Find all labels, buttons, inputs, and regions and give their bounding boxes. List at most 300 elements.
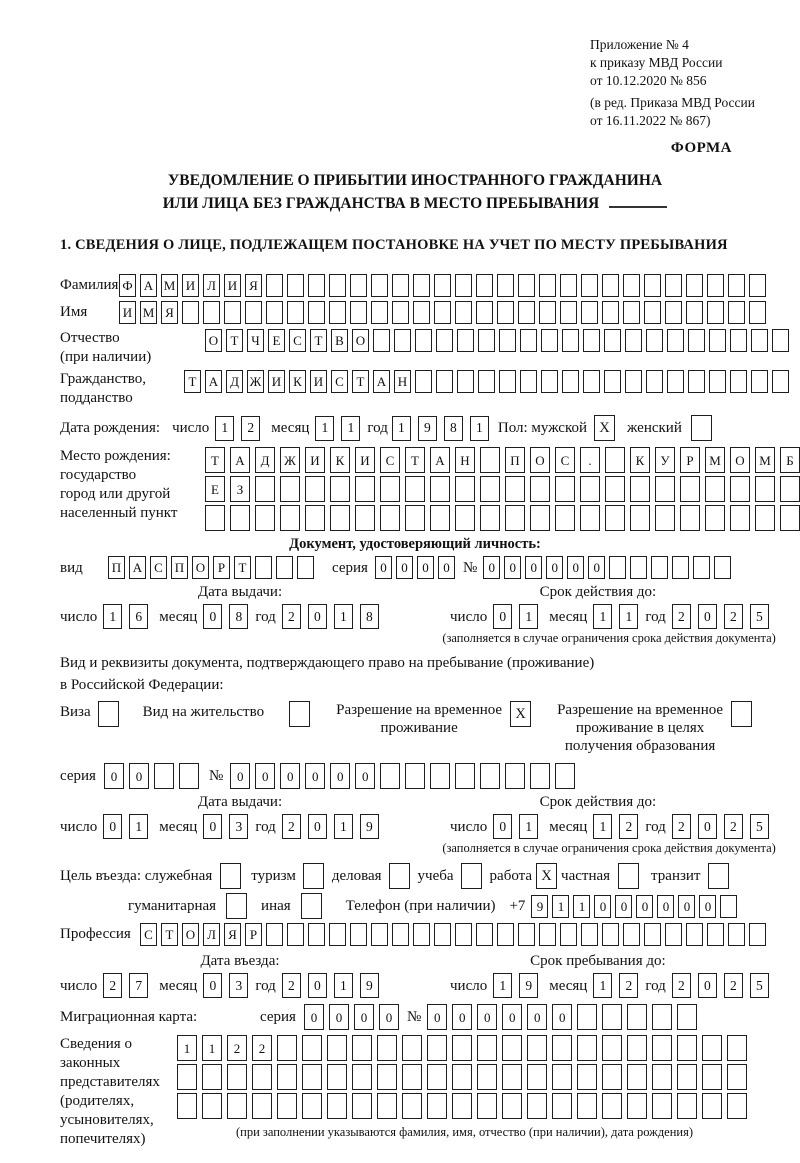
char-cell[interactable]	[277, 1064, 297, 1090]
char-cell[interactable]	[702, 1093, 722, 1119]
stay-month-field[interactable]	[593, 973, 645, 998]
char-cell[interactable]	[392, 301, 409, 324]
char-cell[interactable]	[330, 476, 350, 502]
char-cell[interactable]: 5	[750, 973, 769, 998]
char-cell[interactable]	[581, 274, 598, 297]
char-cell[interactable]	[644, 274, 661, 297]
char-cell[interactable]: 0	[699, 895, 716, 918]
char-cell[interactable]: 0	[493, 604, 512, 629]
birth-day-field[interactable]	[215, 416, 267, 441]
char-cell[interactable]	[377, 1035, 397, 1061]
char-cell[interactable]	[352, 1064, 372, 1090]
char-cell[interactable]	[394, 329, 411, 352]
char-cell[interactable]: 0	[354, 1004, 374, 1030]
char-cell[interactable]	[480, 476, 500, 502]
char-cell[interactable]	[708, 863, 729, 889]
char-cell[interactable]	[373, 329, 390, 352]
char-cell[interactable]	[402, 1093, 422, 1119]
char-cell[interactable]	[552, 1035, 572, 1061]
char-cell[interactable]	[780, 476, 800, 502]
char-cell[interactable]: Б	[780, 447, 800, 473]
male-checkbox[interactable]	[594, 415, 615, 441]
char-cell[interactable]: 0	[255, 763, 275, 789]
char-cell[interactable]	[646, 370, 663, 393]
char-cell[interactable]	[352, 1035, 372, 1061]
char-cell[interactable]	[355, 505, 375, 531]
char-cell[interactable]: 0	[308, 814, 327, 839]
char-cell[interactable]: 0	[355, 763, 375, 789]
char-cell[interactable]	[577, 1035, 597, 1061]
char-cell[interactable]: 1	[334, 604, 353, 629]
char-cell[interactable]	[350, 923, 367, 946]
purpose-transit-checkbox[interactable]	[708, 863, 729, 889]
char-cell[interactable]	[227, 1093, 247, 1119]
char-cell[interactable]	[255, 505, 275, 531]
char-cell[interactable]	[560, 274, 577, 297]
char-cell[interactable]	[627, 1093, 647, 1119]
char-cell[interactable]	[539, 923, 556, 946]
char-cell[interactable]	[329, 923, 346, 946]
char-cell[interactable]	[691, 415, 712, 441]
char-cell[interactable]: А	[230, 447, 250, 473]
char-cell[interactable]	[287, 274, 304, 297]
char-cell[interactable]	[505, 476, 525, 502]
purpose-work-checkbox[interactable]	[536, 863, 557, 889]
char-cell[interactable]	[555, 763, 575, 789]
temp-residence-checkbox[interactable]	[510, 701, 531, 727]
char-cell[interactable]	[497, 301, 514, 324]
char-cell[interactable]	[255, 476, 275, 502]
char-cell[interactable]	[749, 923, 766, 946]
char-cell[interactable]: 0	[438, 556, 455, 579]
char-cell[interactable]: 9	[418, 416, 437, 441]
char-cell[interactable]	[755, 476, 775, 502]
char-cell[interactable]	[581, 301, 598, 324]
char-cell[interactable]	[252, 1064, 272, 1090]
char-cell[interactable]	[303, 863, 324, 889]
birth-month-field[interactable]	[315, 416, 367, 441]
char-cell[interactable]: 2	[227, 1035, 247, 1061]
char-cell[interactable]	[627, 1004, 647, 1030]
char-cell[interactable]: 0	[698, 604, 717, 629]
char-cell[interactable]: 2	[672, 604, 691, 629]
char-cell[interactable]	[280, 476, 300, 502]
char-cell[interactable]	[530, 505, 550, 531]
char-cell[interactable]: 6	[129, 604, 148, 629]
char-cell[interactable]	[623, 923, 640, 946]
permit-issue-month-field[interactable]	[203, 814, 255, 839]
char-cell[interactable]: Р	[680, 447, 700, 473]
char-cell[interactable]: 0	[452, 1004, 472, 1030]
char-cell[interactable]	[627, 1035, 647, 1061]
char-cell[interactable]	[707, 923, 724, 946]
char-cell[interactable]: И	[310, 370, 327, 393]
char-cell[interactable]	[560, 301, 577, 324]
char-cell[interactable]: 2	[724, 814, 743, 839]
char-cell[interactable]	[705, 476, 725, 502]
char-cell[interactable]: Л	[203, 274, 220, 297]
char-cell[interactable]	[520, 370, 537, 393]
char-cell[interactable]	[755, 505, 775, 531]
char-cell[interactable]	[709, 329, 726, 352]
char-cell[interactable]: 2	[672, 973, 691, 998]
char-cell[interactable]	[583, 329, 600, 352]
char-cell[interactable]	[245, 301, 262, 324]
char-cell[interactable]: 0	[329, 1004, 349, 1030]
char-cell[interactable]	[539, 301, 556, 324]
char-cell[interactable]	[277, 1093, 297, 1119]
char-cell[interactable]: Е	[268, 329, 285, 352]
char-cell[interactable]	[377, 1064, 397, 1090]
char-cell[interactable]	[749, 301, 766, 324]
purpose-official-checkbox[interactable]	[220, 863, 241, 889]
char-cell[interactable]	[730, 476, 750, 502]
char-cell[interactable]	[530, 763, 550, 789]
char-cell[interactable]	[289, 701, 310, 727]
char-cell[interactable]: А	[373, 370, 390, 393]
char-cell[interactable]	[518, 301, 535, 324]
char-cell[interactable]: 0	[396, 556, 413, 579]
char-cell[interactable]: К	[289, 370, 306, 393]
char-cell[interactable]: 1	[552, 895, 569, 918]
char-cell[interactable]	[652, 1093, 672, 1119]
char-cell[interactable]	[302, 1064, 322, 1090]
char-cell[interactable]: Н	[455, 447, 475, 473]
char-cell[interactable]	[577, 1004, 597, 1030]
char-cell[interactable]	[581, 923, 598, 946]
surname-field[interactable]	[119, 274, 770, 297]
char-cell[interactable]	[452, 1093, 472, 1119]
char-cell[interactable]: 1	[315, 416, 334, 441]
char-cell[interactable]	[688, 370, 705, 393]
char-cell[interactable]: 0	[525, 556, 542, 579]
char-cell[interactable]	[602, 1093, 622, 1119]
char-cell[interactable]	[602, 1035, 622, 1061]
char-cell[interactable]	[352, 1093, 372, 1119]
purpose-study-checkbox[interactable]	[461, 863, 482, 889]
char-cell[interactable]: 0	[483, 556, 500, 579]
char-cell[interactable]: О	[182, 923, 199, 946]
char-cell[interactable]	[555, 476, 575, 502]
char-cell[interactable]	[476, 301, 493, 324]
char-cell[interactable]	[730, 370, 747, 393]
char-cell[interactable]	[552, 1093, 572, 1119]
char-cell[interactable]	[602, 301, 619, 324]
char-cell[interactable]	[602, 923, 619, 946]
char-cell[interactable]	[327, 1035, 347, 1061]
char-cell[interactable]	[652, 1064, 672, 1090]
char-cell[interactable]: X	[594, 415, 615, 441]
char-cell[interactable]	[688, 329, 705, 352]
char-cell[interactable]	[520, 329, 537, 352]
char-cell[interactable]	[505, 763, 525, 789]
char-cell[interactable]: О	[205, 329, 222, 352]
char-cell[interactable]	[478, 370, 495, 393]
char-cell[interactable]	[680, 476, 700, 502]
char-cell[interactable]: 2	[282, 814, 301, 839]
char-cell[interactable]	[577, 1064, 597, 1090]
char-cell[interactable]	[602, 274, 619, 297]
char-cell[interactable]	[518, 274, 535, 297]
migcard-number-field[interactable]	[427, 1004, 702, 1030]
char-cell[interactable]	[380, 763, 400, 789]
purpose-humanitarian-checkbox[interactable]	[226, 893, 247, 919]
char-cell[interactable]: 2	[724, 973, 743, 998]
char-cell[interactable]	[202, 1093, 222, 1119]
char-cell[interactable]	[625, 370, 642, 393]
char-cell[interactable]: 1	[392, 416, 411, 441]
char-cell[interactable]	[751, 329, 768, 352]
char-cell[interactable]	[562, 329, 579, 352]
char-cell[interactable]	[720, 895, 737, 918]
char-cell[interactable]	[709, 370, 726, 393]
char-cell[interactable]	[477, 1064, 497, 1090]
char-cell[interactable]: Н	[394, 370, 411, 393]
char-cell[interactable]	[457, 329, 474, 352]
representatives-line2-field[interactable]	[177, 1064, 752, 1090]
char-cell[interactable]	[707, 274, 724, 297]
char-cell[interactable]	[436, 329, 453, 352]
char-cell[interactable]	[728, 301, 745, 324]
char-cell[interactable]: 2	[619, 973, 638, 998]
char-cell[interactable]	[580, 505, 600, 531]
char-cell[interactable]: 1	[202, 1035, 222, 1061]
char-cell[interactable]: 9	[519, 973, 538, 998]
char-cell[interactable]	[392, 923, 409, 946]
char-cell[interactable]	[499, 370, 516, 393]
char-cell[interactable]: А	[129, 556, 146, 579]
char-cell[interactable]	[502, 1064, 522, 1090]
char-cell[interactable]	[477, 1093, 497, 1119]
char-cell[interactable]	[580, 476, 600, 502]
purpose-other-checkbox[interactable]	[301, 893, 322, 919]
char-cell[interactable]: 0	[308, 973, 327, 998]
patronymic-field[interactable]	[205, 329, 793, 352]
char-cell[interactable]	[478, 329, 495, 352]
char-cell[interactable]: Т	[205, 447, 225, 473]
char-cell[interactable]: 2	[252, 1035, 272, 1061]
char-cell[interactable]	[680, 505, 700, 531]
char-cell[interactable]: 0	[280, 763, 300, 789]
char-cell[interactable]	[252, 1093, 272, 1119]
char-cell[interactable]: 1	[177, 1035, 197, 1061]
char-cell[interactable]: 2	[282, 973, 301, 998]
char-cell[interactable]: Ч	[247, 329, 264, 352]
char-cell[interactable]	[609, 556, 626, 579]
char-cell[interactable]	[413, 274, 430, 297]
char-cell[interactable]	[455, 301, 472, 324]
char-cell[interactable]: 1	[593, 604, 612, 629]
char-cell[interactable]: А	[205, 370, 222, 393]
char-cell[interactable]: Т	[310, 329, 327, 352]
char-cell[interactable]	[371, 274, 388, 297]
permit-valid-day-field[interactable]	[493, 814, 545, 839]
char-cell[interactable]: 0	[427, 1004, 447, 1030]
char-cell[interactable]	[652, 1004, 672, 1030]
char-cell[interactable]	[430, 505, 450, 531]
char-cell[interactable]	[727, 1035, 747, 1061]
char-cell[interactable]	[541, 329, 558, 352]
char-cell[interactable]	[203, 301, 220, 324]
char-cell[interactable]: 1	[341, 416, 360, 441]
char-cell[interactable]: С	[140, 923, 157, 946]
char-cell[interactable]	[434, 301, 451, 324]
char-cell[interactable]	[415, 329, 432, 352]
char-cell[interactable]: 0	[330, 763, 350, 789]
char-cell[interactable]	[665, 274, 682, 297]
char-cell[interactable]	[308, 923, 325, 946]
char-cell[interactable]: Я	[161, 301, 178, 324]
char-cell[interactable]	[301, 893, 322, 919]
char-cell[interactable]: И	[182, 274, 199, 297]
char-cell[interactable]: 0	[375, 556, 392, 579]
char-cell[interactable]	[707, 301, 724, 324]
char-cell[interactable]: Ж	[280, 447, 300, 473]
char-cell[interactable]	[230, 505, 250, 531]
female-checkbox[interactable]	[691, 415, 712, 441]
char-cell[interactable]	[618, 863, 639, 889]
char-cell[interactable]	[555, 505, 575, 531]
char-cell[interactable]: 8	[229, 604, 248, 629]
char-cell[interactable]	[455, 505, 475, 531]
char-cell[interactable]	[154, 763, 174, 789]
char-cell[interactable]	[308, 274, 325, 297]
char-cell[interactable]: 2	[241, 416, 260, 441]
char-cell[interactable]	[405, 763, 425, 789]
char-cell[interactable]: С	[380, 447, 400, 473]
char-cell[interactable]	[749, 274, 766, 297]
char-cell[interactable]: 0	[678, 895, 695, 918]
char-cell[interactable]	[677, 1064, 697, 1090]
char-cell[interactable]	[302, 1093, 322, 1119]
char-cell[interactable]	[227, 1064, 247, 1090]
char-cell[interactable]	[389, 863, 410, 889]
char-cell[interactable]: С	[150, 556, 167, 579]
char-cell[interactable]: 0	[417, 556, 434, 579]
birth-year-field[interactable]	[392, 416, 496, 441]
char-cell[interactable]	[330, 505, 350, 531]
char-cell[interactable]: С	[555, 447, 575, 473]
char-cell[interactable]: И	[268, 370, 285, 393]
char-cell[interactable]	[402, 1064, 422, 1090]
char-cell[interactable]	[604, 329, 621, 352]
char-cell[interactable]: Д	[255, 447, 275, 473]
char-cell[interactable]	[480, 505, 500, 531]
char-cell[interactable]: 7	[129, 973, 148, 998]
char-cell[interactable]	[277, 1035, 297, 1061]
permit-series-field[interactable]	[104, 763, 204, 789]
char-cell[interactable]	[427, 1064, 447, 1090]
char-cell[interactable]	[305, 505, 325, 531]
char-cell[interactable]: 2	[672, 814, 691, 839]
char-cell[interactable]	[287, 923, 304, 946]
char-cell[interactable]	[415, 370, 432, 393]
char-cell[interactable]: М	[140, 301, 157, 324]
char-cell[interactable]	[772, 329, 789, 352]
char-cell[interactable]	[625, 329, 642, 352]
char-cell[interactable]	[731, 701, 752, 727]
char-cell[interactable]: 0	[502, 1004, 522, 1030]
char-cell[interactable]: 0	[477, 1004, 497, 1030]
char-cell[interactable]: Т	[226, 329, 243, 352]
char-cell[interactable]	[455, 476, 475, 502]
char-cell[interactable]	[705, 505, 725, 531]
char-cell[interactable]: 5	[750, 604, 769, 629]
char-cell[interactable]: Ф	[119, 274, 136, 297]
char-cell[interactable]: М	[705, 447, 725, 473]
char-cell[interactable]: С	[289, 329, 306, 352]
char-cell[interactable]	[371, 301, 388, 324]
profession-field[interactable]	[140, 923, 770, 946]
char-cell[interactable]: М	[161, 274, 178, 297]
char-cell[interactable]	[577, 1093, 597, 1119]
char-cell[interactable]: Л	[203, 923, 220, 946]
char-cell[interactable]: 1	[493, 973, 512, 998]
char-cell[interactable]	[480, 447, 500, 473]
char-cell[interactable]	[686, 923, 703, 946]
char-cell[interactable]: Ж	[247, 370, 264, 393]
given-name-field[interactable]	[119, 301, 770, 324]
char-cell[interactable]: С	[331, 370, 348, 393]
char-cell[interactable]	[751, 370, 768, 393]
char-cell[interactable]	[630, 476, 650, 502]
char-cell[interactable]: X	[510, 701, 531, 727]
char-cell[interactable]: 1	[334, 973, 353, 998]
char-cell[interactable]	[427, 1093, 447, 1119]
char-cell[interactable]: 0	[698, 973, 717, 998]
char-cell[interactable]	[477, 1035, 497, 1061]
char-cell[interactable]	[327, 1093, 347, 1119]
char-cell[interactable]	[461, 863, 482, 889]
char-cell[interactable]	[436, 370, 453, 393]
char-cell[interactable]	[667, 329, 684, 352]
char-cell[interactable]	[255, 556, 272, 579]
char-cell[interactable]: 2	[282, 604, 301, 629]
char-cell[interactable]	[452, 1035, 472, 1061]
char-cell[interactable]	[644, 301, 661, 324]
char-cell[interactable]: И	[119, 301, 136, 324]
char-cell[interactable]	[605, 505, 625, 531]
char-cell[interactable]: 3	[229, 973, 248, 998]
entry-month-field[interactable]	[203, 973, 255, 998]
char-cell[interactable]	[677, 1093, 697, 1119]
char-cell[interactable]	[350, 274, 367, 297]
char-cell[interactable]: 0	[615, 895, 632, 918]
char-cell[interactable]: Я	[224, 923, 241, 946]
representatives-line1-field[interactable]	[177, 1035, 752, 1061]
char-cell[interactable]	[630, 505, 650, 531]
char-cell[interactable]: З	[230, 476, 250, 502]
char-cell[interactable]: 1	[519, 604, 538, 629]
char-cell[interactable]	[405, 476, 425, 502]
char-cell[interactable]	[476, 274, 493, 297]
char-cell[interactable]: А	[140, 274, 157, 297]
char-cell[interactable]	[380, 505, 400, 531]
char-cell[interactable]: П	[171, 556, 188, 579]
purpose-business-checkbox[interactable]	[389, 863, 410, 889]
char-cell[interactable]	[728, 923, 745, 946]
char-cell[interactable]	[604, 370, 621, 393]
entry-year-field[interactable]	[282, 973, 386, 998]
doc-series-field[interactable]	[375, 556, 459, 579]
char-cell[interactable]: 1	[573, 895, 590, 918]
char-cell[interactable]: 0	[104, 763, 124, 789]
char-cell[interactable]: 2	[724, 604, 743, 629]
char-cell[interactable]: 0	[588, 556, 605, 579]
char-cell[interactable]: Е	[205, 476, 225, 502]
char-cell[interactable]: М	[755, 447, 775, 473]
char-cell[interactable]	[686, 301, 703, 324]
